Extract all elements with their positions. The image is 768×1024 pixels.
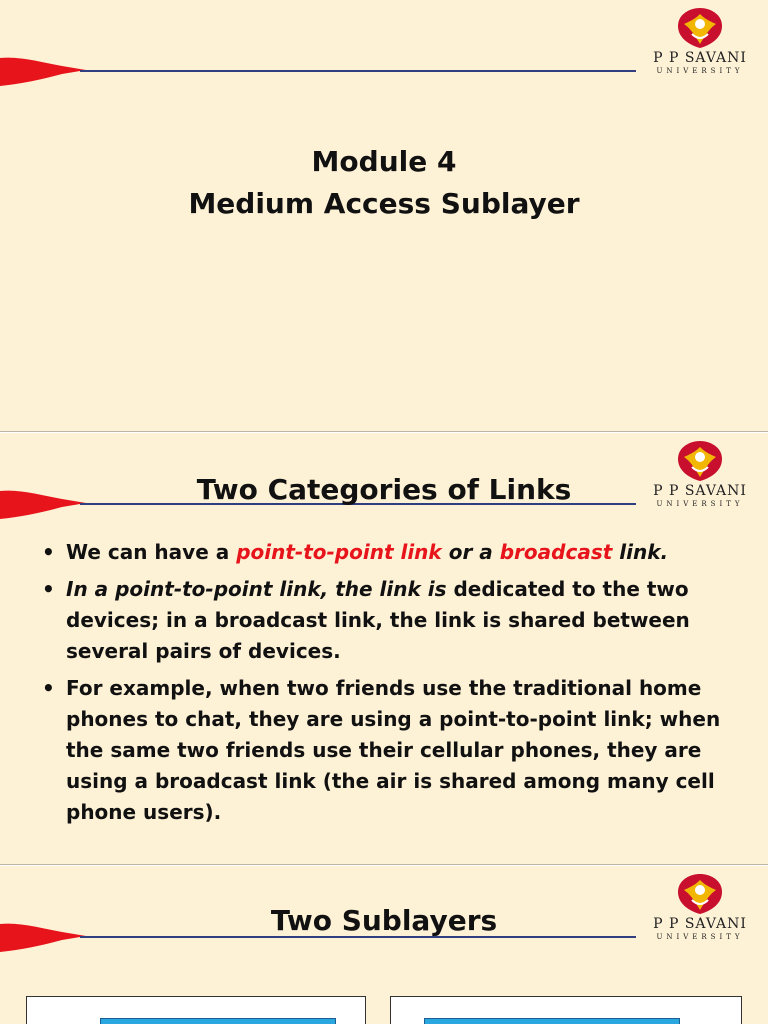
brand-name: P P SAVANI <box>653 916 747 932</box>
bullet-item <box>40 574 740 667</box>
bullet-text: We can have a <box>66 540 237 564</box>
slide-title: Two Sublayers <box>270 904 498 937</box>
brand-name: P P SAVANI <box>653 50 747 66</box>
university-logo <box>640 4 760 76</box>
bullet-item <box>40 537 740 568</box>
highlight-term: point-to-point link <box>236 540 442 564</box>
slide-title-line-1: Module 4 <box>311 145 457 178</box>
header-rule <box>80 70 636 72</box>
bullet-text: dedicated to the two devices; in a broadcast link, the link is shared between several pairs of devices. <box>66 577 690 663</box>
bullet-text: or a <box>441 540 500 564</box>
slide-title: Two Categories of Links <box>196 473 572 506</box>
diagram-bar-left <box>100 1018 336 1024</box>
brand-name: P P SAVANI <box>653 483 747 499</box>
brand-subtitle: UNIVERSITY <box>656 933 744 941</box>
bullet-text: In a point-to-point link, the link is <box>66 577 447 601</box>
slide-2 <box>0 433 768 865</box>
university-emblem-icon <box>672 4 728 50</box>
highlight-term: broadcast <box>499 540 613 564</box>
bullet-list <box>40 537 740 834</box>
bullet-item <box>40 673 740 828</box>
bullet-text: For example, when two friends use the traditional home phones to chat, they are using a point-to-point link; when the same two friends use their cellular phones, they are using a broadcast link (the air is shared among many cell phone users). <box>66 676 721 824</box>
slide-title-line-2: Medium Access Sublayer <box>188 187 580 220</box>
red-brush-stroke <box>0 52 90 90</box>
diagram-bar-right <box>424 1018 680 1024</box>
brand-subtitle: UNIVERSITY <box>656 500 744 508</box>
slide-3 <box>0 866 768 1024</box>
bullet-text: link. <box>612 540 669 564</box>
brand-subtitle: UNIVERSITY <box>656 67 744 75</box>
slide-1 <box>0 0 768 432</box>
